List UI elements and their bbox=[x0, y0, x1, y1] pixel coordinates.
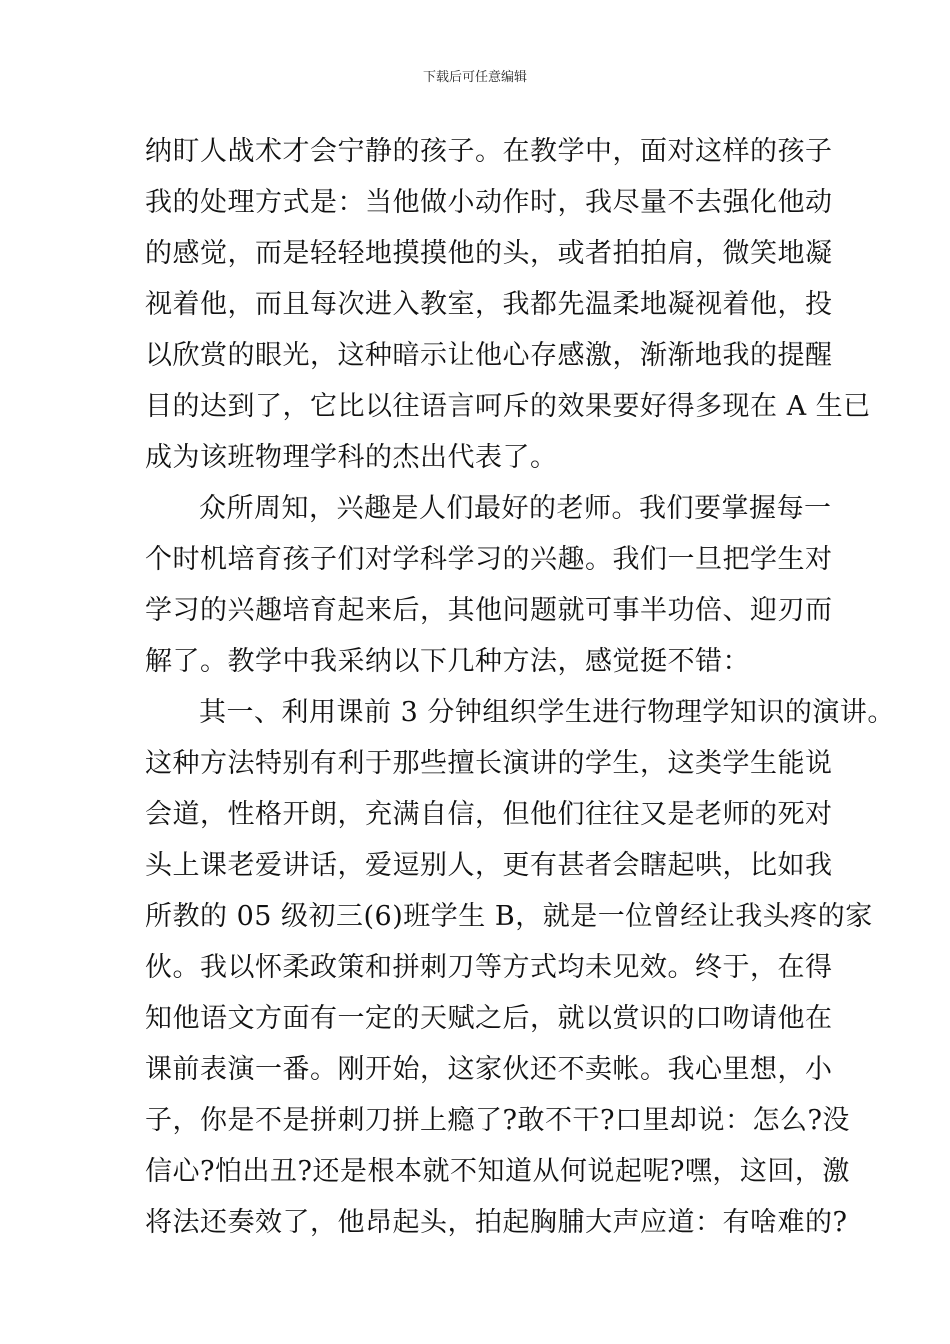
text-line: 将法还奏效了，他昂起头，拍起胸脯大声应道：有啥难的? bbox=[145, 1207, 848, 1238]
text-line: 纳盯人战术才会宁静的孩子。在教学中，面对这样的孩子 bbox=[145, 136, 833, 167]
text-line: 信心?怕出丑?还是根本就不知道从何说起呢?嘿，这回，激 bbox=[145, 1156, 850, 1187]
document-body bbox=[145, 126, 895, 1248]
text-line: 解了。教学中我采纳以下几种方法，感觉挺不错： bbox=[145, 646, 750, 677]
text-line: 视着他，而且每次进入教室，我都先温柔地凝视着他，投 bbox=[145, 289, 833, 320]
text-line: 知他语文方面有一定的天赋之后，就以赏识的口吻请他在 bbox=[145, 1003, 833, 1034]
text-line: 子，你是不是拼刺刀拼上瘾了?敢不干?口里却说：怎么?没 bbox=[145, 1105, 850, 1136]
text-line: 所教的 05 级初三(6)班学生 B，就是一位曾经让我头疼的家 bbox=[145, 901, 873, 932]
text-line: 目的达到了，它比以往语言呵斥的效果要好得多现在 A 生已 bbox=[145, 391, 871, 422]
text-line: 头上课老爱讲话，爱逗别人，更有甚者会瞎起哄，比如我 bbox=[145, 850, 833, 881]
header-note: 下载后可任意编辑 bbox=[422, 70, 527, 85]
text-line: 以欣赏的眼光，这种暗示让他心存感激，渐渐地我的提醒 bbox=[145, 340, 833, 371]
text-line: 我的处理方式是：当他做小动作时，我尽量不去强化他动 bbox=[145, 187, 833, 218]
paragraph-start-line: 众所周知，兴趣是人们最好的老师。我们要掌握每一 bbox=[199, 493, 832, 524]
text-line: 课前表演一番。刚开始，这家伙还不卖帐。我心里想，小 bbox=[145, 1054, 833, 1085]
paragraph-start-line: 其一、利用课前 3 分钟组织学生进行物理学知识的演讲。 bbox=[199, 697, 895, 728]
text-line: 个时机培育孩子们对学科学习的兴趣。我们一旦把学生对 bbox=[145, 544, 833, 575]
text-line: 这种方法特别有利于那些擅长演讲的学生，这类学生能说 bbox=[145, 748, 833, 779]
text-line: 成为该班物理学科的杰出代表了。 bbox=[145, 442, 558, 473]
text-line: 的感觉，而是轻轻地摸摸他的头，或者拍拍肩，微笑地凝 bbox=[145, 238, 833, 269]
text-line: 会道，性格开朗，充满自信，但他们往往又是老师的死对 bbox=[145, 799, 833, 830]
text-line: 伙。我以怀柔政策和拼刺刀等方式均未见效。终于，在得 bbox=[145, 952, 833, 983]
text-line: 学习的兴趣培育起来后，其他问题就可事半功倍、迎刃而 bbox=[145, 595, 833, 626]
